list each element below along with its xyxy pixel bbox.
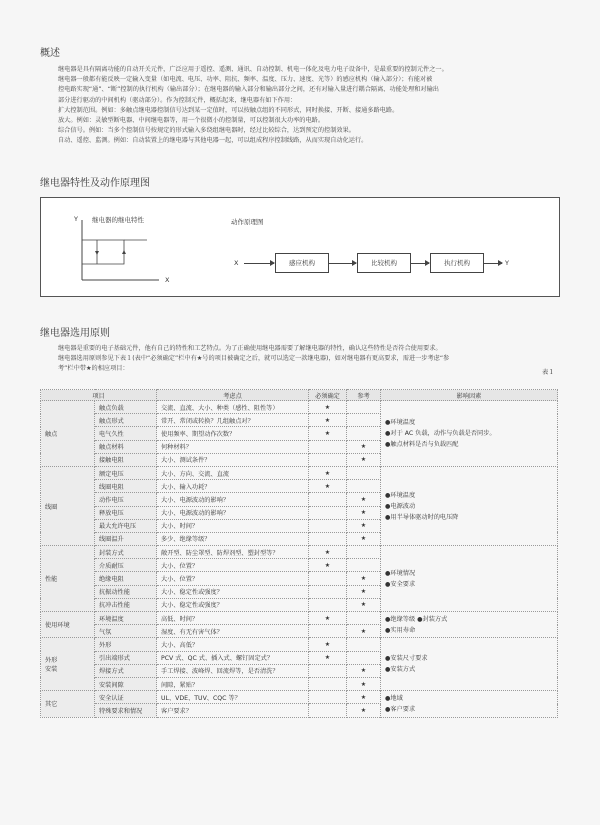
item-cell: 特殊要求和情况: [95, 704, 157, 717]
factor-item: ●地域: [385, 694, 403, 702]
action-diagram-title: 动作原理图: [231, 218, 264, 226]
paragraph-line: 继电器选用原则参见下表１(表中“必须确定”栏中有★号的项目被确定之后，就可以选定一款继电器)，如对继电器有更高要求，需进一步考虑“参: [58, 355, 450, 363]
item-cell: 电气久性: [95, 427, 157, 440]
paragraph-line: 考”栏中带★的相应项目：: [58, 365, 129, 373]
point-cell: 大小、位置？: [157, 572, 309, 585]
table-header-row: [41, 390, 558, 401]
factor-item: ●用半导体驱动时的电压降: [385, 513, 459, 521]
ref-cell: ★: [347, 677, 381, 690]
factors-cell: [381, 612, 558, 638]
item-cell: 抗振动性能: [95, 585, 157, 598]
header-must: 必须确定: [309, 390, 347, 401]
point-cell: 常开、常闭或转换？几组触点对？: [157, 414, 309, 427]
ref-cell: [347, 427, 381, 440]
item-cell: 环境温度: [95, 612, 157, 625]
point-cell: 大小、高低？: [157, 638, 309, 651]
ref-cell: [347, 612, 381, 625]
point-cell: PCV 式、QC 式、插入式、螺钉固定式？: [157, 651, 309, 664]
execution-mechanism-box: 执行机构: [430, 253, 484, 273]
factor-item: ●安装尺寸要求: [385, 655, 428, 663]
factor-item: ●客户要求: [385, 705, 416, 713]
item-cell: 动作电压: [95, 493, 157, 506]
must-cell: [309, 598, 347, 611]
ref-cell: [347, 651, 381, 664]
must-cell: ★: [309, 480, 347, 493]
point-cell: 高低、时间？: [157, 612, 309, 625]
point-cell: 大小、时间？: [157, 519, 309, 532]
table-row: [41, 691, 558, 704]
ref-cell: ★: [347, 704, 381, 717]
input-x-label: X: [234, 259, 239, 267]
arrow-1: [328, 263, 356, 264]
must-cell: ★: [309, 401, 347, 414]
selection-heading: 继电器选用原则: [40, 328, 110, 339]
output-y-label: Y: [505, 259, 509, 267]
comparison-mechanism-box: 比较机构: [357, 253, 411, 273]
point-cell: 敞开型、防尘罩型、防焊剂型、塑封型等？: [157, 546, 309, 559]
y-axis-label: Y: [74, 215, 78, 223]
selection-paragraph: [58, 344, 558, 375]
point-cell: 大小、输入功耗？: [157, 480, 309, 493]
paragraph-line: 继电器是重要的电子基础元件，他有自己的特性和工艺特点。为了正确使用继电器需要了解继电器的特性，确认这些特性是否符合使用要求。: [58, 345, 442, 352]
category-cell: 性能: [41, 546, 95, 612]
point-cell: 多少、绝缘等级？: [157, 532, 309, 545]
arrow-2: [410, 263, 429, 264]
sensing-mechanism-box: 感应机构: [275, 253, 329, 273]
ref-cell: ★: [347, 691, 381, 704]
ref-cell: ★: [347, 453, 381, 466]
must-cell: [309, 625, 347, 638]
table-row: [41, 612, 558, 625]
item-cell: 安装间隙: [95, 677, 157, 690]
item-cell: 焊接方式: [95, 664, 157, 677]
factors-cell: [381, 401, 558, 467]
ref-cell: ★: [347, 572, 381, 585]
table-row: [41, 638, 558, 651]
overview-paragraph: [58, 65, 558, 147]
point-cell: 湿度、有无有害气体？: [157, 625, 309, 638]
diagram-heading: 继电器特性及动作原理图: [40, 178, 150, 189]
ref-cell: ★: [347, 519, 381, 532]
must-cell: ★: [309, 651, 347, 664]
point-cell: UL、VDE、TUV、CQC 等？: [157, 691, 309, 704]
point-cell: 使用频率、期望动作次数？: [157, 427, 309, 440]
must-cell: ★: [309, 638, 347, 651]
point-cell: 客户要求？: [157, 704, 309, 717]
point-cell: 手工焊接、波峰焊、回流焊等，是否清洗？: [157, 664, 309, 677]
must-cell: [309, 585, 347, 598]
must-cell: [309, 519, 347, 532]
item-cell: 接触电阻: [95, 453, 157, 466]
paragraph-line: 继电器一般都有能反映一定输入变量（如电流、电压、功率、阻抗、频率、温度、压力、速度、光等）的感应机构（输入部分）；有能对被: [58, 76, 433, 84]
arrow-input: [244, 263, 274, 264]
arrow-output: [483, 263, 502, 264]
relay-characteristic-graph: [41, 198, 559, 296]
factor-item: ●环境温度: [385, 491, 416, 499]
ref-cell: ★: [347, 440, 381, 453]
item-cell: 额定电压: [95, 466, 157, 479]
header-item: 项目: [41, 390, 157, 401]
ref-cell: ★: [347, 664, 381, 677]
factor-item: ●环境温度: [385, 418, 416, 426]
item-cell: 外形: [95, 638, 157, 651]
ref-cell: [347, 480, 381, 493]
point-cell: 交流、直流、大小、种类（感性、阻性等）: [157, 401, 309, 414]
factors-cell: [381, 691, 558, 717]
ref-cell: [347, 414, 381, 427]
point-cell: 大小、方向、交流、直流: [157, 466, 309, 479]
table-row: [41, 546, 558, 559]
must-cell: ★: [309, 559, 347, 572]
category-cell: 其它: [41, 691, 95, 717]
point-cell: 大小、电源波动的影响？: [157, 506, 309, 519]
must-cell: ★: [309, 427, 347, 440]
diagram-box: [40, 197, 560, 297]
category-cell: 使用环境: [41, 612, 95, 638]
table-row: [41, 466, 558, 479]
item-cell: 安全认证: [95, 691, 157, 704]
must-cell: [309, 572, 347, 585]
item-cell: 介质耐压: [95, 559, 157, 572]
item-cell: 封装方式: [95, 546, 157, 559]
item-cell: 最大允许电压: [95, 519, 157, 532]
paragraph-line: 控电路实现“通”、“断”控制的执行机构（输出部分）；在继电器的输入部分和输出部分之间，还有对输入量进行耦合隔离、功能处理和对输出: [58, 86, 439, 94]
factor-item: ●实用寿命: [385, 626, 416, 634]
must-cell: [309, 664, 347, 677]
must-cell: [309, 677, 347, 690]
category-cell: 触点: [41, 401, 95, 467]
x-axis-label: X: [165, 276, 170, 284]
category-cell: 外形 安装: [41, 638, 95, 691]
ref-cell: ★: [347, 625, 381, 638]
item-cell: 释放电压: [95, 506, 157, 519]
must-cell: [309, 704, 347, 717]
point-cell: 大小、稳定性或强度？: [157, 598, 309, 611]
factor-item: ●安全要求: [385, 580, 416, 588]
must-cell: [309, 453, 347, 466]
point-cell: 间隙，紧贴？: [157, 677, 309, 690]
header-ref: 参考: [347, 390, 381, 401]
factor-item: ●电源波动: [385, 502, 416, 510]
point-cell: 大小、稳定性或强度？: [157, 585, 309, 598]
point-cell: 大小、电源波动的影响？: [157, 493, 309, 506]
must-cell: ★: [309, 414, 347, 427]
ref-cell: [347, 401, 381, 414]
factor-item: ●绝缘等级 ●封装方式: [385, 615, 448, 623]
factors-cell: [381, 546, 558, 612]
factor-item: ●安装方式: [385, 666, 416, 674]
item-cell: 抗冲击性能: [95, 598, 157, 611]
ref-cell: [347, 638, 381, 651]
selection-table: [40, 389, 558, 718]
point-cell: 何种材料？: [157, 440, 309, 453]
must-cell: ★: [309, 546, 347, 559]
paragraph-line: 继电器是具有隔离功能的自动开关元件，广泛应用于遥控、遥测、通讯、自动控制、机电一体化及电力电子设备中，是最重要的控制元件之一。: [58, 66, 448, 73]
ref-cell: ★: [347, 493, 381, 506]
header-factors: 影响因素: [381, 390, 558, 401]
paragraph-line: 综合信号。例如：当多个控制信号按规定的形式输入多绕组继电器时，经过比较综合，达到预定的控制效果。: [58, 127, 355, 135]
factors-cell: [381, 638, 558, 691]
factors-cell: [381, 466, 558, 545]
must-cell: [309, 493, 347, 506]
must-cell: [309, 532, 347, 545]
overview-heading: 概述: [40, 48, 60, 59]
paragraph-line: 扩大控制范围。例如：多触点继电器控制信号达到某一定值时，可以按触点组的不同形式，同时换接、开断、接通多路电路。: [58, 106, 399, 114]
must-cell: [309, 440, 347, 453]
must-cell: [309, 506, 347, 519]
paragraph-line: 部分进行驱动的中间机构（驱动部分）。作为控制元件，概括起来，继电器有如下作用：: [58, 96, 297, 104]
item-cell: 气氛: [95, 625, 157, 638]
must-cell: ★: [309, 612, 347, 625]
item-cell: 线圈电阻: [95, 480, 157, 493]
item-cell: 触点材料: [95, 440, 157, 453]
ref-cell: [347, 559, 381, 572]
paragraph-line: 放大。例如：灵敏型断电器、中间继电器等，用一个很微小的控制量，可以控制很大功率的电路。: [58, 117, 325, 125]
item-cell: 触点负载: [95, 401, 157, 414]
item-cell: 触点形式: [95, 414, 157, 427]
category-cell: 线圈: [41, 466, 95, 545]
point-cell: 大小、测试条件？: [157, 453, 309, 466]
ref-cell: ★: [347, 598, 381, 611]
must-cell: [309, 691, 347, 704]
item-cell: 线圈温升: [95, 532, 157, 545]
characteristic-label: 继电器的继电特性: [92, 216, 144, 224]
ref-cell: ★: [347, 506, 381, 519]
factor-item: ●环境情况: [385, 569, 416, 577]
paragraph-line: 自动、遥控、监测。例如：自动装置上的继电器与其他电器一起，可以组成程序控制线路，从而实现自动化运行。: [58, 137, 368, 145]
item-cell: 引出端形式: [95, 651, 157, 664]
ref-cell: ★: [347, 532, 381, 545]
must-cell: ★: [309, 466, 347, 479]
header-point: 考虑点: [157, 390, 309, 401]
factor-item: ●触点材料是否与负载匹配: [385, 440, 459, 448]
item-cell: 绝缘电阻: [95, 572, 157, 585]
point-cell: 大小、位置？: [157, 559, 309, 572]
ref-cell: [347, 546, 381, 559]
table-number: 表１: [542, 369, 555, 376]
ref-cell: [347, 466, 381, 479]
table-row: [41, 401, 558, 414]
ref-cell: ★: [347, 585, 381, 598]
factor-item: ●对于 AC 负载，动作与负载是否同步。: [385, 429, 496, 437]
